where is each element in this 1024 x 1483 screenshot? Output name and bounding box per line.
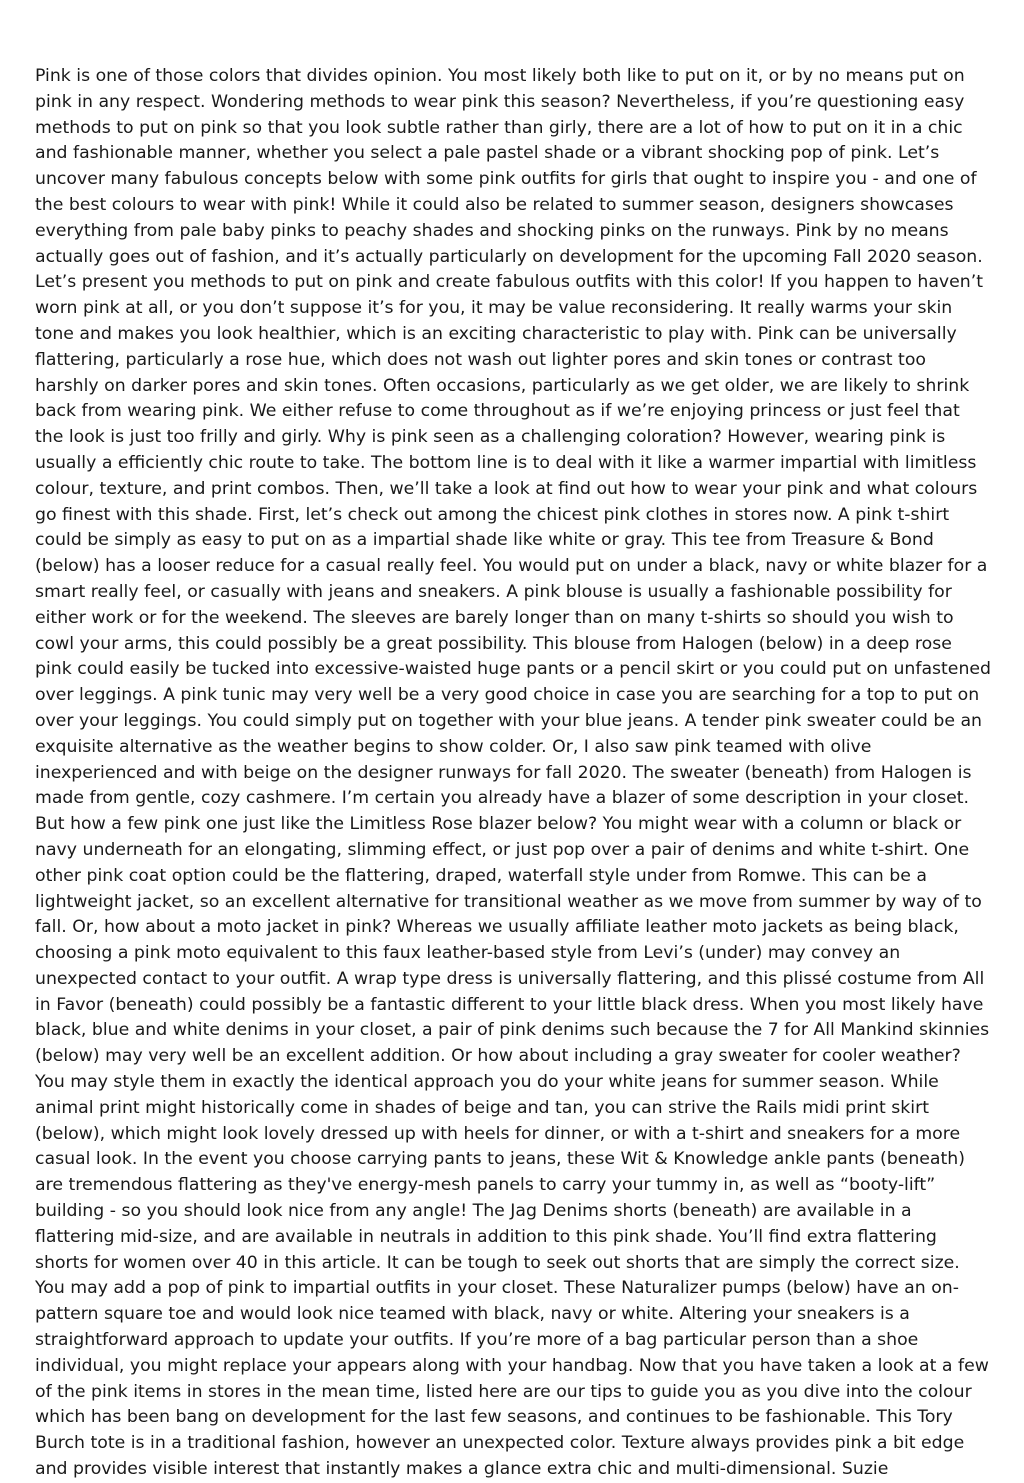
article-body-text: Pink is one of those colors that divides opinion. You most likely both like to put on it, or by no means put on pink in any respect. Wondering methods to wear pink this season? Nevertheless, if you’re questioning easy methods to put on pink so that you look subtle rather than girly, there are a lot of how to put on it in a chic and fashionable manner, whether you select a pale pastel shade or a vibrant shocking pop of pink. Let’s uncover many fabulous concepts below with some pink outfits for girls that ought to inspire you - and one of the best colours to wear with pink! While it could also be related to summer season, designers showcases everything from pale baby pinks to peachy shades and shocking pinks on the runways. Pink by no means actually goes out of fashion, and it’s actually particularly on development for the upcoming Fall 2020 season. Let’s present you methods to put on pink and create fabulous outfits with this color! If you happen to haven’t worn pink at all, or you don’t suppose it’s for you, it may be value reconsidering. It really warms your skin tone and makes you look healthier, which is an exciting characteristic to play with. Pink can be universally flattering, particularly a rose hue, which does not wash out lighter pores and skin tones or contrast too harshly on darker pores and skin tones. Often occasions, particularly as we get older, we are likely to shrink back from wearing pink. We either refuse to come throughout as if we’re enjoying princess or just feel that the look is just too frilly and girly. Why is pink seen as a challenging coloration? However, wearing pink is usually a efficiently chic route to take. The bottom line is to deal with it like a warmer impartial with limitless colour, texture, and print combos. Then, we’ll take a look at find out how to wear your pink and what colours go finest with this shade. First, let’s check out among the chicest pink clothes in stores now. A pink t-shirt could be simply as easy to put on as a impartial shade like white or gray. This tee from Treasure & Bond (below) has a looser reduce for a casual really feel. You would put on under a black, navy or white blazer for a smart really feel, or casually with jeans and sneakers. A pink blouse is usually a fashionable possibility for either work or for the weekend. The sleeves are barely longer than on many t-shirts so should you wish to cowl your arms, this could possibly be a great possibility. This blouse from Halogen (below) in a deep rose pink could easily be tucked into excessive-waisted huge pants or a pencil skirt or you could put on unfastened over leggings. A pink tunic may very well be a very good choice in case you are searching for a top to put on over your leggings. You could simply put on together with your blue jeans. A tender pink sweater could be an exquisite alternative as the weather begins to show colder. Or, I also saw pink teamed with olive inexperienced and with beige on the designer runways for fall 2020. The sweater (beneath) from Halogen is made from gentle, cozy cashmere. I’m certain you already have a blazer of some description in your closet. But how a few pink one just like the Limitless Rose blazer below? You might wear with a column or black or navy underneath for an elongating, slimming effect, or just pop over a pair of denims and white t-shirt. One other pink coat option could be the flattering, draped, waterfall style under from Romwe. This can be a lightweight jacket, so an excellent alternative for transitional weather as we move from summer by way of to fall. Or, how about a moto jacket in pink? Whereas we usually affiliate leather moto jackets as being black, choosing a pink moto equivalent to this faux leather-based style from Levi’s (under) may convey an unexpected contact to your outfit. A wrap type dress is universally flattering, and this plissé costume from All in Favor (beneath) could possibly be a fantastic different to your little black dress. When you most likely have black, blue and white denims in your closet, a pair of pink denims such because the 7 for All Mankind skinnies (below) may very well be an excellent addition. Or how about including a gray sweater for cooler weather? You may style them in exactly the identical approach you do your white jeans for summer season. While animal print might historically come in shades of beige and tan, you can strive the Rails midi print skirt (below), which might look lovely dressed up with heels for dinner, or with a t-shirt and sneakers for a more casual look. In the event you choose carrying pants to jeans, these Wit & Knowledge ankle pants (beneath) are tremendous flattering as they've energy-mesh panels to carry your tummy in, as well as “booty-lift” building - so you should look nice from any angle! The Jag Denims shorts (beneath) are available in a flattering mid-size, and are available in neutrals in addition to this pink shade. You’ll find extra flattering shorts for women over 40 in this article. It can be tough to seek out shorts that are simply the correct size. You may add a pop of pink to impartial outfits in your closet. These Naturalizer pumps (below) have an on-pattern square toe and would look nice teamed with black, navy or white. Altering your sneakers is a straightforward approach to update your outfits. If you’re more of a bag particular person than a shoe individual, you might replace your appears along with your handbag. Now that you have taken a look at a few of the pink items in stores in the mean time, listed here are our tips to guide you as you dive into the colour which has been bang on development for the last few seasons, and continues to be fashionable. This Tory Burch tote is in a traditional fashion, however an unexpected color. Texture always provides pink a bit edge and provides visible interest that instantly makes a glance extra chic and multi-dimensional. Suzie (35, 66, 991, 1480)
